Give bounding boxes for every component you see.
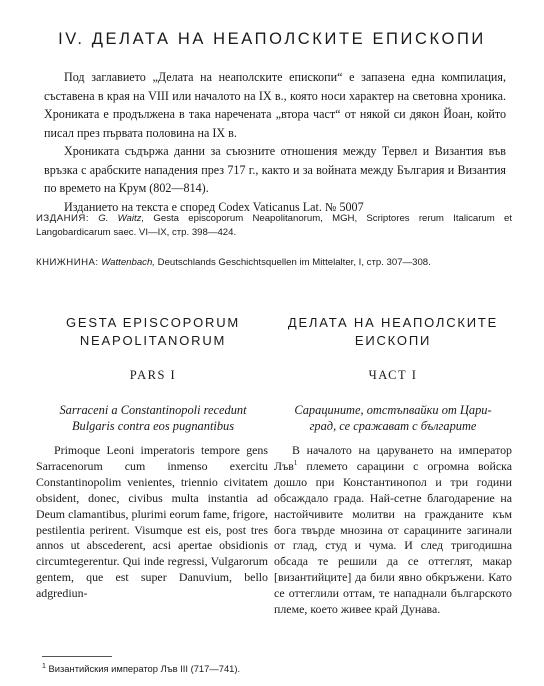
latin-subheading-line-2: Bulgaris contra eos pugnantibus — [71, 419, 235, 433]
bulgarian-subheading — [262, 402, 524, 434]
introduction — [44, 68, 506, 216]
bulgarian-body-start: В началото на царуването на император Лъв — [274, 443, 512, 473]
intro-paragraph-1: Под заглавието „Делата на неаполските епископи“ е запазена една компилация, съставена в края на VIII или началото на IX в., която носи характер на световна хроника. Хрониката е продължена в така наречената „втора част“ от някой си дякон Йоан, който писал през първата половина на IX в. — [44, 70, 506, 140]
literature-author: Wattenbach, — [101, 257, 155, 268]
footnote-text: Византийския император Лъв III (717—741). — [48, 663, 241, 674]
intro-paragraph-2: Хрониката съдържа данни за съюзните отношения между Тервел и Византия във връзка с арабските нападения през 717 г., както и за войната между България и Византия по времето на Крум (802—814). — [44, 144, 506, 195]
bulgarian-title-line-1: ДЕЛАТА НА НЕАПОЛСКИТЕ — [287, 315, 499, 330]
bulgarian-subheading-line-1: Сарацините, отстъпвайки от Цари- — [294, 403, 492, 417]
editions-note — [36, 212, 512, 240]
latin-pars: PARS I — [129, 368, 177, 382]
latin-subheading-line-1: Sarraceni a Constantinopoli recedunt — [59, 403, 247, 417]
intro-paragraph-3: Изданието на текста е според Codex Vaticanus Lat. № 5007 — [64, 199, 364, 214]
chapter-heading: IV. ДЕЛАТА НА НЕАПОЛСКИТЕ ЕПИСКОПИ — [58, 30, 486, 48]
latin-title — [28, 314, 278, 350]
footnote-mark: 1 — [42, 662, 46, 670]
bulgarian-pars: ЧАСТ I — [368, 368, 418, 382]
footnote-divider — [42, 656, 112, 657]
footnote-reference: 1 — [293, 458, 298, 467]
latin-title-line-2: NEAPOLITANORUM — [79, 333, 227, 348]
latin-subheading — [28, 402, 278, 434]
bulgarian-subheading-line-2: град, се сражават с българите — [309, 419, 477, 433]
editions-text: Gesta episcoporum Neapolitanorum, MGH, Scriptores rerum Italicarum et Langobardicarum saec. VI—IX, стр. 398—424. — [36, 213, 512, 238]
literature-note — [36, 256, 512, 270]
bulgarian-title — [262, 314, 524, 350]
literature-label: КНИЖНИНА: — [36, 257, 99, 268]
editions-label: ИЗДАНИЯ: — [36, 213, 90, 224]
bulgarian-title-line-2: ЕИСКОПИ — [354, 333, 432, 348]
latin-title-line-1: GESTA EPISCOPORUM — [65, 315, 241, 330]
latin-body: Primoque Leoni imperatoris tempore gens Sarracenorum cum inmenso exercitu Constantinopolim venientes, triennio civitatem obsident, donec, civibus multa instantia ad Deum clamantibus, plurimi eorum fame, frigore, pestilentia perirent. Visumque est eis, post tres annos ut abscederent, acsi apertae obsidionis circumtegerentur. Qui inde regressi, Vulgarorum gentem, que est super Danuvium, bello adgrediun- — [36, 443, 268, 601]
bulgarian-body-rest: племето сарацини с огромна войска дошло при Константинопол и три години обсаждало града. Най-сетне благодарение на настойчивите молитви на гражданите към бога твърде мнозина от сарацините загинали от глад, студ и чума. И след тригодишна обсада те решили да се оттеглят, макар [византийците] да били явно обкръжени. Като се оттеглили оттам, те нападнали българското племе, което живее край Дунава. — [274, 458, 512, 617]
editions-author: G. Waitz, — [98, 213, 145, 224]
footnote — [42, 663, 502, 674]
literature-text: Deutschlands Geschichtsquellen im Mittelalter, I, стр. 307—308. — [157, 257, 431, 268]
bulgarian-body — [274, 443, 512, 618]
